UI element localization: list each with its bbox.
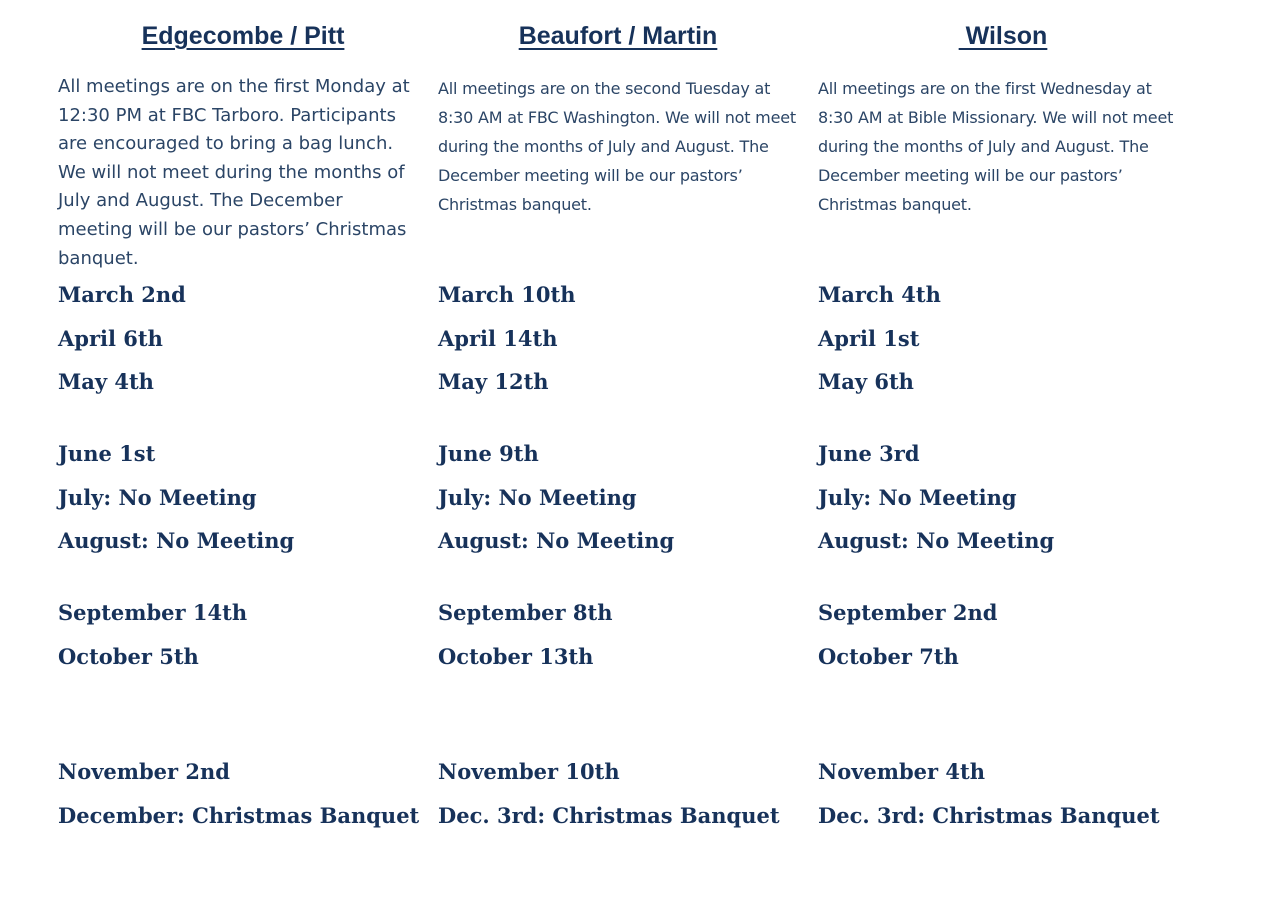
date-july: July: No Meeting — [438, 485, 637, 510]
column-heading: Wilson — [958, 22, 1048, 50]
date-july: July: No Meeting — [818, 485, 1017, 510]
column-heading: Beaufort / Martin — [518, 22, 718, 50]
date-august: August: No Meeting — [58, 528, 295, 553]
date-may: May 6th — [818, 369, 914, 394]
date-october: October 13th — [438, 644, 594, 669]
date-november: November 2nd — [58, 759, 230, 784]
date-august: August: No Meeting — [438, 528, 675, 553]
date-september: September 14th — [58, 600, 248, 625]
column-heading: Edgecombe / Pitt — [141, 22, 345, 50]
date-april: April 14th — [438, 326, 558, 351]
date-september: September 2nd — [818, 600, 998, 625]
date-december: December: Christmas Banquet — [58, 803, 420, 828]
date-october: October 7th — [818, 644, 959, 669]
date-may: May 12th — [438, 369, 549, 394]
date-july: July: No Meeting — [58, 485, 257, 510]
date-may: May 4th — [58, 369, 154, 394]
date-november: November 10th — [438, 759, 620, 784]
date-june: June 3rd — [818, 441, 920, 466]
date-june: June 1st — [58, 441, 156, 466]
column-intro: All meetings are on the second Tuesday at 8:30 AM at FBC Washington. We will not meet during the months of July and August. The December meeting will be our pastors’ Christmas banquet. — [438, 79, 796, 214]
date-september: September 8th — [438, 600, 613, 625]
date-august: August: No Meeting — [818, 528, 1055, 553]
date-march: March 2nd — [58, 282, 186, 307]
date-april: April 1st — [818, 326, 920, 351]
date-december: Dec. 3rd: Christmas Banquet — [438, 803, 780, 828]
date-march: March 4th — [818, 282, 941, 307]
date-june: June 9th — [438, 441, 539, 466]
date-october: October 5th — [58, 644, 199, 669]
date-december: Dec. 3rd: Christmas Banquet — [818, 803, 1160, 828]
date-november: November 4th — [818, 759, 985, 784]
date-march: March 10th — [438, 282, 576, 307]
date-april: April 6th — [58, 326, 163, 351]
column-intro: All meetings are on the first Monday at 12:30 PM at FBC Tarboro. Participants are encouraged to bring a bag lunch. We will not meet during the months of July and August. The December meeting will be our pastors’ Christmas banquet. — [58, 76, 410, 269]
column-intro: All meetings are on the first Wednesday at 8:30 AM at Bible Missionary. We will not meet during the months of July and August. The December meeting will be our pastors’ Christmas banquet. — [818, 79, 1174, 214]
